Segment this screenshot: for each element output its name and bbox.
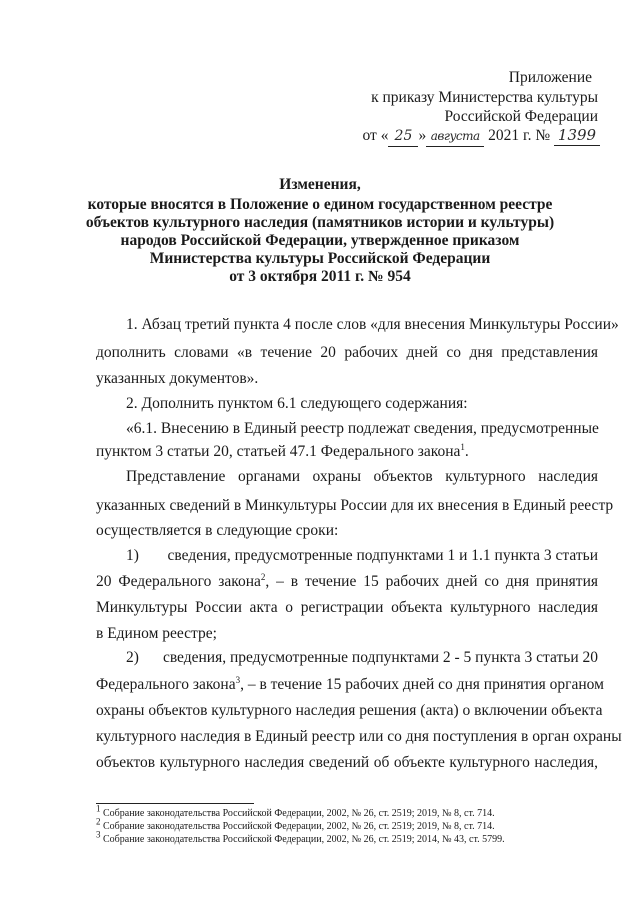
item-1-number: 1): [126, 547, 139, 564]
i2-part-a: Федерального закона: [96, 676, 236, 693]
appendix-label: Приложение: [508, 69, 592, 86]
title-line-4: народов Российской Федерации, утвержденное приказом: [120, 232, 520, 249]
date-year: 2021 г. №: [484, 127, 554, 144]
item-2-line-1: [126, 648, 598, 667]
item-1-line-1: [126, 546, 598, 565]
item-2-number: 2): [126, 649, 139, 666]
title-line-3: объектов культурного наследия (памятников истории и культуры): [85, 214, 555, 231]
item-1-line-4: в Едином реестре;: [96, 625, 217, 642]
footnote-3-number: 3: [96, 829, 101, 840]
paragraph-4-line-2: указанных сведений в Минкультуры России для их внесения в Единый реестр: [96, 497, 614, 514]
title-line-5: Министерства культуры Российской Федерации: [149, 250, 491, 267]
footnote-1-number: 1: [96, 803, 101, 814]
footnote-divider: [96, 803, 254, 804]
paragraph-2-line-1: 2. Дополнить пунктом 6.1 следующего содержания:: [126, 395, 468, 412]
footnote-3: [96, 829, 505, 846]
order-date-number: [363, 126, 600, 147]
footnote-3-text: Собрание законодательства Российской Федерации, 2002, № 26, ст. 2519; 2014, № 43, ст. 5799.: [100, 834, 505, 845]
paragraph-1-line-3: указанных документов».: [96, 370, 259, 387]
paragraph-1-line-1: 1. Абзац третий пункта 4 после слов «для внесения Минкультуры России»: [126, 316, 619, 333]
i1-part-a: 20 Федерального закона: [96, 573, 261, 590]
footnote-2: [96, 816, 495, 833]
item-2-line-5: объектов культурного наследия сведений об объекте культурного наследия,: [96, 754, 598, 771]
p3-end: .: [464, 443, 469, 460]
handwritten-day: 25: [388, 127, 418, 147]
paragraph-1-line-2: дополнить словами «в течение 20 рабочих дней со дня представления: [96, 344, 598, 361]
i1-part-b: , – в течение 15 рабочих дней со дня принятия: [265, 573, 598, 590]
date-prefix: от «: [362, 127, 389, 144]
paragraph-3-line-1: «6.1. Внесению в Единый реестр подлежат сведения, предусмотренные: [126, 420, 599, 437]
title-line-2: которые вносятся в Положение о едином государственном реестре: [87, 196, 553, 213]
item-2-line-4: культурного наследия в Единый реестр или со дня поступления в орган охраны: [96, 728, 622, 745]
footnote-ref-3: 3: [235, 674, 241, 685]
footnote-ref-2: 2: [260, 571, 266, 582]
handwritten-order-number: 1399: [554, 126, 600, 146]
footnote-2-text: Собрание законодательства Российской Федерации, 2002, № 26, ст. 2519; 2019, № 8, ст. 714.: [100, 821, 495, 832]
order-reference: к приказу Министерства культуры: [371, 89, 598, 106]
i2-part-b: , – в течение 15 рабочих дней со дня принятия органом: [240, 676, 604, 693]
item-2-text: сведения, предусмотренные подпунктами 2 - 5 пункта 3 статьи 20: [162, 649, 598, 666]
paragraph-3-line-2: [96, 442, 598, 461]
item-2-line-2: [96, 674, 604, 694]
item-1-text: сведения, предусмотренные подпунктами 1 и 1.1 пункта 3 статьи: [167, 547, 598, 564]
item-1-line-3: Минкультуры России акта о регистрации объекта культурного наследия: [96, 599, 598, 616]
paragraph-4-line-1: Представление органами охраны объектов культурного наследия: [126, 468, 598, 485]
title-line-1: Изменения,: [279, 176, 361, 193]
footnote-ref-1: 1: [460, 441, 465, 452]
ministry-country: Российской Федерации: [444, 108, 598, 125]
item-2-line-3: охраны объектов культурного наследия решения (акта) о включении объекта: [96, 702, 603, 719]
footnote-2-number: 2: [96, 816, 101, 827]
footnote-1: [96, 803, 495, 820]
date-separator: »: [418, 127, 427, 144]
footnote-1-text: Собрание законодательства Российской Федерации, 2002, № 26, ст. 2519; 2019, № 8, ст. 714.: [100, 808, 495, 819]
p3-text: пунктом 3 статьи 20, статьей 47.1 Федерального закона: [96, 443, 461, 460]
title-line-6: от 3 октября 2011 г. № 954: [229, 268, 411, 285]
paragraph-4-line-3: осуществляется в следующие сроки:: [96, 522, 339, 539]
handwritten-month: августа: [426, 127, 484, 147]
item-1-line-2: [96, 572, 598, 591]
